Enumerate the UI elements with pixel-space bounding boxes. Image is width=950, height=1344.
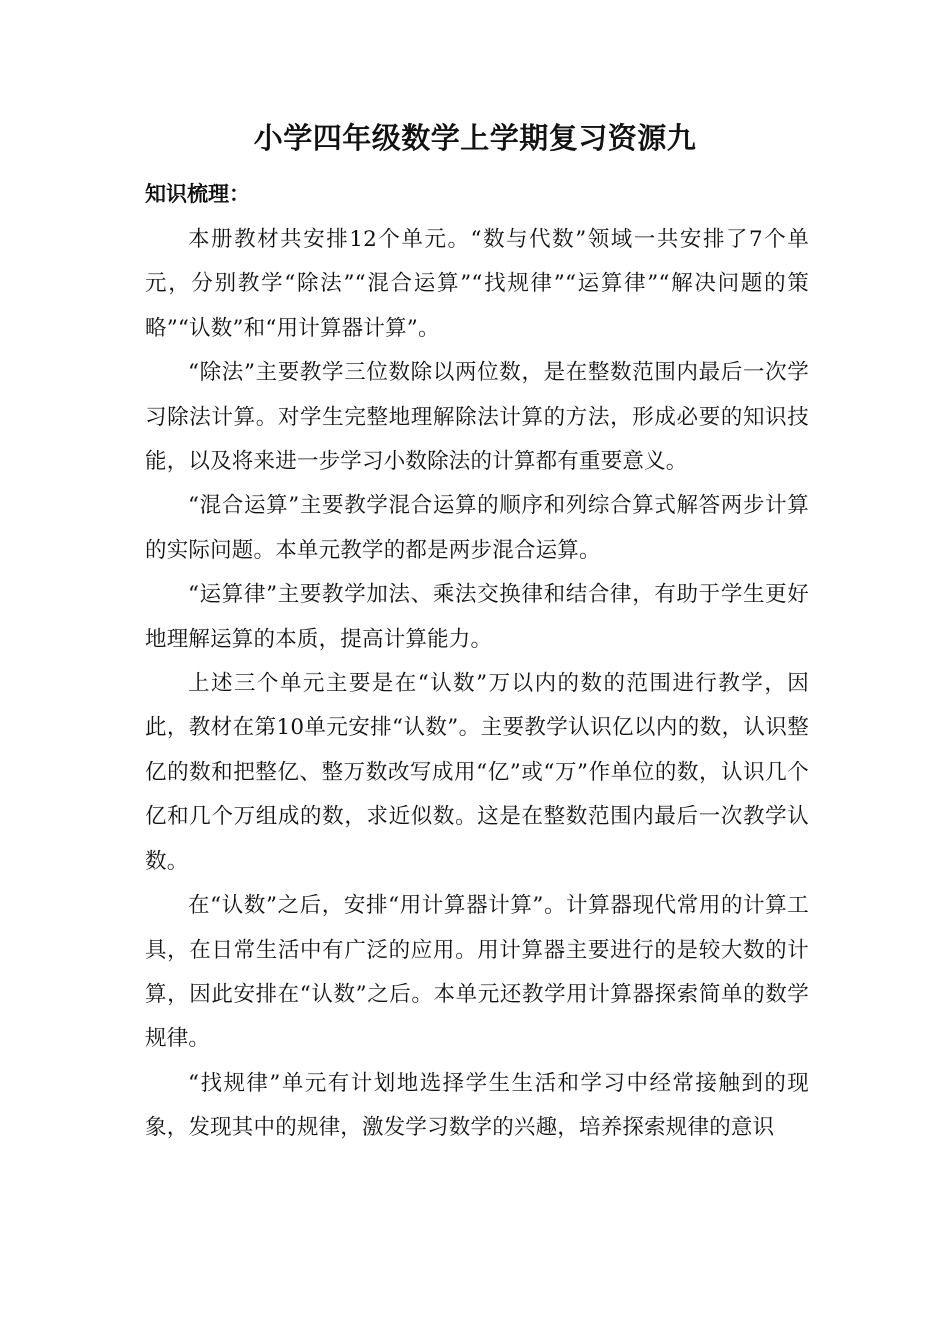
paragraph-number-recognition: 上述三个单元主要是在“认数”万以内的数的范围进行教学，因此，教材在第10单元安排“认数”。主要教学认识亿以内的数，认识整亿的数和把整亿、整万数改写成用“亿”或“万”作单位的数，认识几个亿和几个万组成的数，求近似数。这是在整数范围内最后一次教学认数。 — [145, 671, 809, 874]
paragraph-division: “除法”主要教学三位数除以两位数，是在整数范围内最后一次学习除法计算。对学生完整地理解除法计算的方法，形成必要的知识技能，以及将来进一步学习小数除法的计算都有重要意义。 — [145, 360, 809, 475]
section-heading: 知识梳理： — [145, 182, 250, 206]
paragraph-operation-laws: “运算律”主要教学加法、乘法交换律和结合律，有助于学生更好地理解运算的本质，提高计算能力。 — [145, 582, 809, 652]
paragraph-find-patterns: “找规律”单元有计划地选择学生生活和学习中经常接触到的现象，发现其中的规律，激发学习数学的兴趣，培养探索规律的意识 — [145, 1070, 809, 1141]
paragraph-calculator: 在“认数”之后，安排“用计算器计算”。计算器现代常用的计算工具，在日常生活中有广泛的应用。用计算器主要进行的是较大数的计算，因此安排在“认数”之后。本单元还教学用计算器探索简单的数学规律。 — [145, 893, 809, 1052]
paragraph-units-overview: 本册教材共安排12个单元。“数与代数”领域一共安排了7个单元，分别教学“除法”“混合运算”“找规律”“运算律”“解决问题的策略”“认数”和“用计算器计算”。 — [145, 227, 809, 341]
paragraph-mixed-operations: “混合运算”主要教学混合运算的顺序和列综合算式解答两步计算的实际问题。本单元教学的都是两步混合运算。 — [145, 493, 809, 563]
body-text — [145, 218, 809, 1151]
page-title: 小学四年级数学上学期复习资源九 — [253, 121, 697, 155]
